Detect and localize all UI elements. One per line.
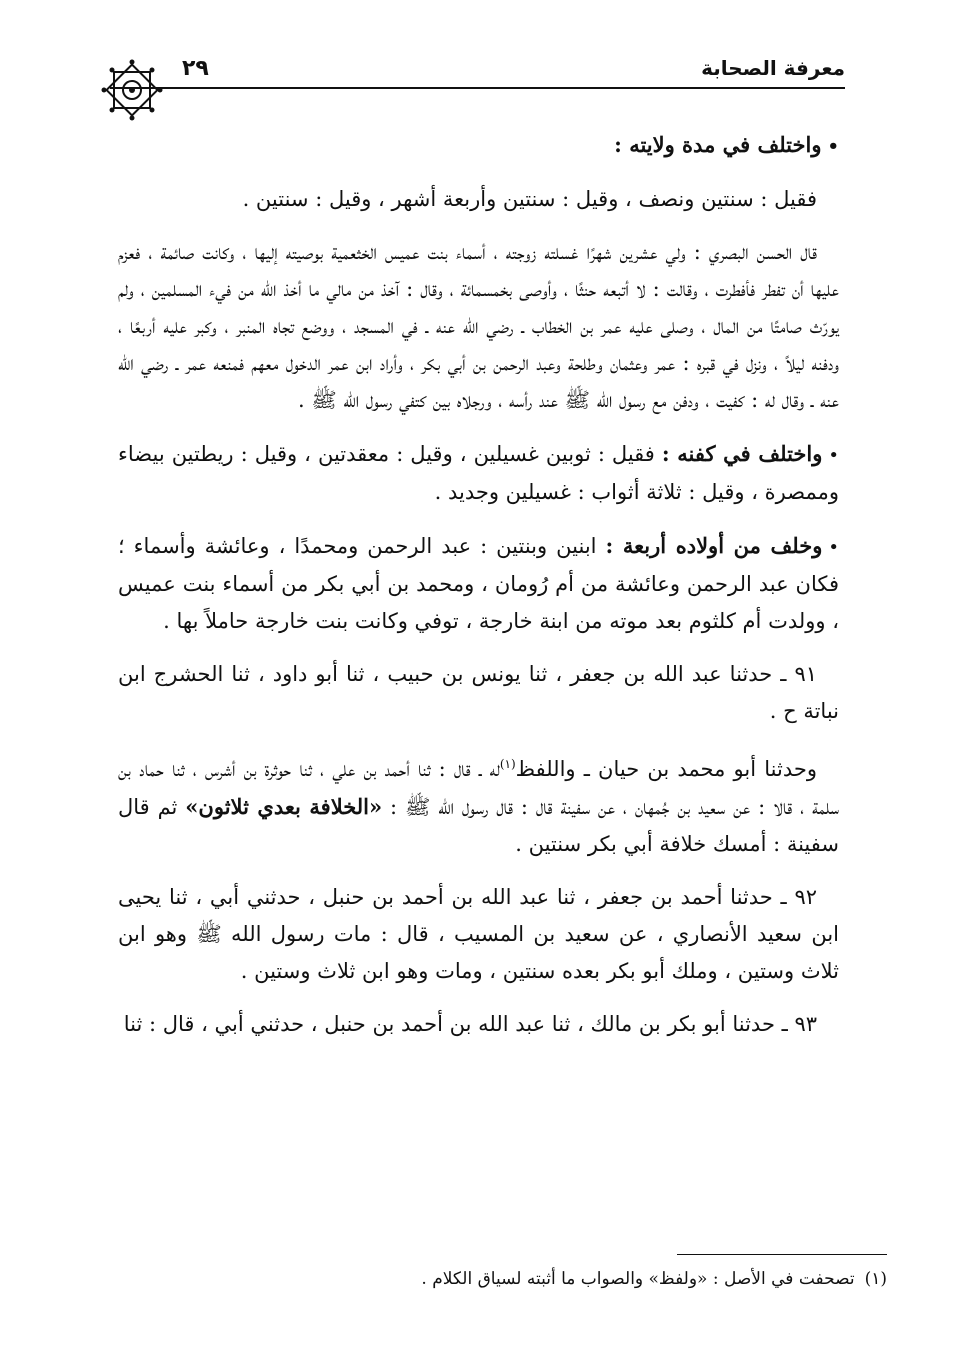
chain-text-1: وحدثنا أبو محمد بن حيان ـ واللفظ — [515, 757, 817, 781]
bullet-icon: • — [828, 537, 839, 558]
footnote — [118, 1266, 887, 1292]
footnote-reference[interactable]: (١) — [499, 757, 516, 771]
page-header — [110, 52, 845, 92]
paragraph-children — [118, 527, 839, 640]
hadith-92: ٩٢ ـ حدثنا أحمد بن جعفر ، ثنا عبد الله بن أحمد بن حنبل ، حدثني أبي ، ثنا يحيى ابن سعيد الأنصاري ، عن سعيد بن المسيب ، قال : مات رسول الله ﷺ وهو ابن ثلاث وستين ، وملك أبو بكر بعده سنتين ، ومات وهو ابن ثلاث وستين . — [118, 885, 839, 983]
chain-text-3: ثم قال سفينة : أمسك خلافة أبي بكر سنتين . — [118, 795, 839, 856]
section-heading-rule-duration — [118, 126, 839, 165]
footnote-mark: (١) — [864, 1269, 887, 1289]
children-lead: وخلف من أولاده أربعة : — [605, 533, 823, 558]
footnote-text: تصحفت في الأصل : «ولفظ» والصواب ما أثبته لسياق الكلام . — [421, 1269, 855, 1289]
hadith-91-second-chain — [118, 746, 839, 863]
bullet-icon: • — [827, 136, 839, 157]
octagram-ornament-icon — [100, 58, 164, 122]
hadith-quote: «الخلافة بعدي ثلاثون» — [185, 794, 383, 819]
page-body — [118, 126, 839, 1059]
header-rule — [110, 87, 845, 89]
heading-text: واختلف في مدة ولايته : — [614, 132, 822, 157]
footnote-rule — [677, 1254, 887, 1255]
chain-text-2: له ـ قال : ثنا أحمد بن علي ، ثنا حوثرة بن أشرس ، ثنا حماد بن سلمة ، قالا : عن سعيد بن جُمهان ، عن سفينة قال : قال رسول الله ﷺ : — [118, 757, 839, 819]
paragraph-rule-duration: فقيل : سنتين ونصف ، وقيل : سنتين وأربعة أشهر ، وقيل : سنتين . — [242, 187, 817, 211]
paragraph-hasan-basri: قال الحسن البصري : ولي عشرين شهرًا غسلته زوجته ، أسماء بنت عميس الخثعمية بوصيته إليها ، وكانت صائمة ، فعزم عليها أن تفطر فأفطرت ، وقالت : لا أتبعه حنثًا ، وأوصى بخمسمائة ، وقال : آخذ من مالي ما أخذ الله من فيء المسلمين ، ولم يورّث صامتًا من المال ، وصلى عليه عمر بن الخطاب ـ رضي الله عنه ـ في المسجد ، ووضع تجاه المنبر ، وكبر عليه أربعًا ، ودفنه ليلاً ، ونزل في قبره : عمر وعثمان وطلحة وعبد الرحمن بن أبي بكر ، وأراد ابن عمر الدخول معهم فمنعه عمر ـ رضي الله عنه ـ وقال له : كفيت ، ودفن مع رسول الله ﷺ عند رأسه ، ورجلاه بين كتفي رسول الله ﷺ . — [118, 240, 839, 412]
hadith-91: ٩١ ـ حدثنا عبد الله بن جعفر ، ثنا يونس بن حبيب ، ثنا أبو داود ، ثنا الحشرج ابن نباتة ح . — [118, 662, 839, 723]
shroud-text: فقيل : ثوبين غسيلين ، وقيل : معقدتين ، وقيل : ريطتين بيضاء وممصرة ، وقيل : ثلاثة أثواب : غسيلين وجديد . — [118, 442, 839, 504]
bullet-icon: • — [828, 445, 839, 466]
hadith-93: ٩٣ ـ حدثنا أبو بكر بن مالك ، ثنا عبد الله بن أحمد بن حنبل ، حدثني أبي ، قال : ثنا — [123, 1012, 817, 1036]
paragraph-shroud — [118, 435, 839, 511]
page-number: ٢٩ — [182, 56, 209, 81]
running-head: معرفة الصحابة — [701, 56, 845, 80]
shroud-lead: واختلف في كفنه : — [661, 441, 823, 466]
children-text: ابنين وبنتين : عبد الرحمن ومحمدًا ، وعائشة وأسماء ؛ فكان عبد الرحمن وعائشة من أم رُومان ، ومحمد بن أبي بكر من أسماء بنت عميس ، وولدت أم كلثوم بعد موته من ابنة خارجة ، توفي وكانت بنت خارجة حاملاً بها . — [118, 534, 839, 633]
